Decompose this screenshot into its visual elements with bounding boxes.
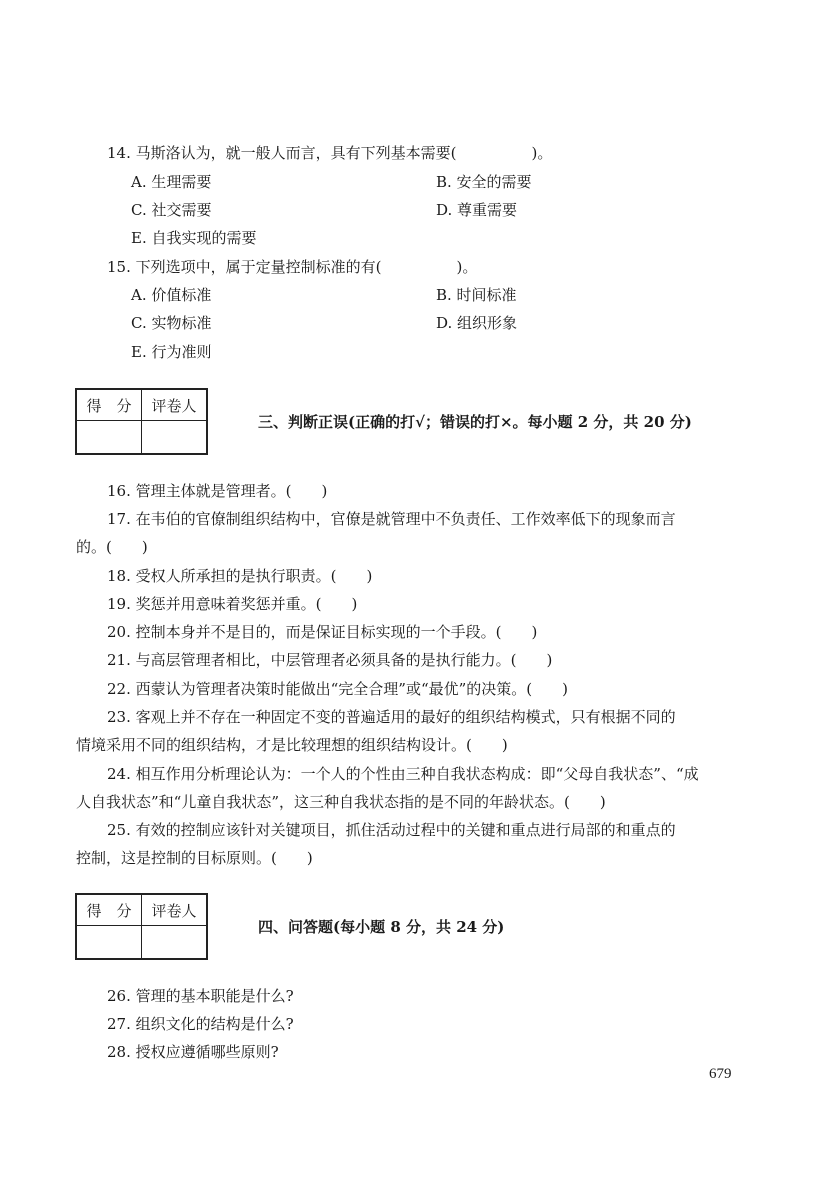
question-15-option-c: C. 实物标准 <box>131 314 212 332</box>
score-box-grader-cell[interactable] <box>142 926 208 960</box>
item-23-line-2: 情境采用不同的组织结构，才是比较理想的组织结构设计。( ) <box>76 736 508 754</box>
question-14-option-e: E. 自我实现的需要 <box>131 229 257 247</box>
score-box-section-4 <box>75 893 208 960</box>
item-23-line-1: 23. 客观上并不存在一种固定不变的普遍适用的最好的组织结构模式，只有根据不同的 <box>107 708 676 726</box>
score-box-score-cell[interactable] <box>76 926 142 960</box>
question-14-option-d: D. 尊重需要 <box>436 201 518 219</box>
question-15-option-d: D. 组织形象 <box>436 314 518 332</box>
item-18: 18. 受权人所承担的是执行职责。( ) <box>107 567 373 585</box>
item-21: 21. 与高层管理者相比，中层管理者必须具备的是执行能力。( ) <box>107 651 553 669</box>
item-22: 22. 西蒙认为管理者决策时能做出“完全合理”或“最优”的决策。( ) <box>107 680 569 698</box>
item-28: 28. 授权应遵循哪些原则? <box>107 1043 279 1061</box>
item-19: 19. 奖惩并用意味着奖惩并重。( ) <box>107 595 358 613</box>
item-16: 16. 管理主体就是管理者。( ) <box>107 482 328 500</box>
section-4-title: 四、问答题(每小题 8 分，共 24 分) <box>258 918 505 936</box>
item-17-line-1: 17. 在韦伯的官僚制组织结构中，官僚是就管理中不负责任、工作效率低下的现象而言 <box>107 510 676 528</box>
item-20: 20. 控制本身并不是目的，而是保证目标实现的一个手段。( ) <box>107 623 538 641</box>
question-14-stem: 14. 马斯洛认为，就一般人而言，具有下列基本需要( )。 <box>107 144 553 162</box>
page-number: 679 <box>709 1066 732 1082</box>
score-box-grader-header: 评卷人 <box>142 894 208 926</box>
question-14-option-b: B. 安全的需要 <box>436 173 532 191</box>
score-box-section-3 <box>75 388 208 455</box>
question-15-option-e: E. 行为准则 <box>131 343 212 361</box>
question-15-option-b: B. 时间标准 <box>436 286 517 304</box>
score-box-score-cell[interactable] <box>76 421 142 455</box>
item-26: 26. 管理的基本职能是什么? <box>107 987 294 1005</box>
section-3-title: 三、判断正误(正确的打√；错误的打×。每小题 2 分，共 20 分) <box>258 413 692 431</box>
score-box-grader-header: 评卷人 <box>142 389 208 421</box>
item-27: 27. 组织文化的结构是什么? <box>107 1015 294 1033</box>
item-24-line-1: 24. 相互作用分析理论认为：一个人的个性由三种自我状态构成：即“父母自我状态”、“成 <box>107 765 699 783</box>
item-17-line-2: 的。( ) <box>76 538 148 556</box>
question-15-stem: 15. 下列选项中，属于定量控制标准的有( )。 <box>107 258 478 276</box>
question-14-option-c: C. 社交需要 <box>131 201 212 219</box>
score-box-score-header: 得 分 <box>76 389 142 421</box>
item-25-line-2: 控制，这是控制的目标原则。( ) <box>76 849 313 867</box>
score-box-score-header: 得 分 <box>76 894 142 926</box>
score-box-grader-cell[interactable] <box>142 421 208 455</box>
question-14-option-a: A. 生理需要 <box>131 173 212 191</box>
item-25-line-1: 25. 有效的控制应该针对关键项目，抓住活动过程中的关键和重点进行局部的和重点的 <box>107 821 676 839</box>
item-24-line-2: 人自我状态”和“儿童自我状态”，这三种自我状态指的是不同的年龄状态。( ) <box>76 793 606 811</box>
question-15-option-a: A. 价值标准 <box>131 286 212 304</box>
